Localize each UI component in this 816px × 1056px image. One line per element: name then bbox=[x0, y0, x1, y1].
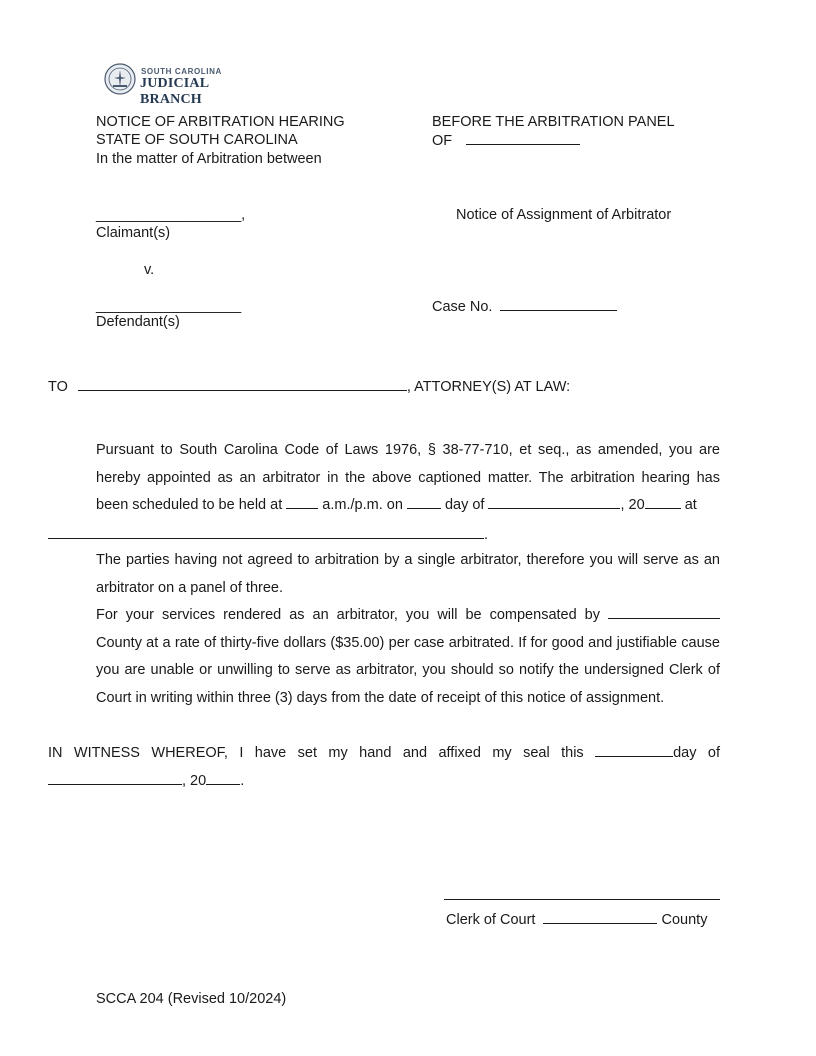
compensation-paragraph bbox=[48, 602, 720, 712]
year-prefix-text: , 20 bbox=[620, 497, 645, 513]
witness-year-field[interactable] bbox=[206, 771, 240, 785]
hearing-location-field[interactable] bbox=[48, 525, 484, 539]
hearing-day-field[interactable] bbox=[407, 495, 441, 509]
panel-of-line bbox=[432, 131, 580, 150]
matter-line: In the matter of Arbitration between bbox=[96, 151, 322, 167]
claimant-label: Claimant(s) bbox=[96, 225, 171, 241]
notice-type-title: Notice of Assignment of Arbitrator bbox=[456, 207, 672, 223]
witness-period: . bbox=[240, 772, 245, 789]
defendant-line[interactable]: __________________ bbox=[96, 298, 242, 314]
attorney-name-field[interactable] bbox=[78, 377, 407, 391]
hearing-location-row: . bbox=[48, 525, 488, 544]
at-text: at bbox=[684, 497, 697, 513]
panel-county-field[interactable] bbox=[466, 131, 580, 145]
witness-text: IN WITNESS WHEREOF, I have set my hand and affixed my seal this bbox=[48, 745, 584, 761]
judicial-branch-logo bbox=[104, 63, 264, 107]
panel-paragraph bbox=[48, 547, 720, 602]
appointment-paragraph bbox=[48, 437, 720, 520]
compensation-county-field[interactable] bbox=[608, 605, 720, 619]
hearing-year-field[interactable] bbox=[645, 495, 681, 509]
hearing-time-field[interactable] bbox=[286, 495, 318, 509]
witness-month-field[interactable] bbox=[48, 771, 182, 785]
ampm-text: a.m./p.m. on bbox=[322, 497, 403, 513]
logo-text-state: SOUTH CAROLINA bbox=[141, 67, 222, 76]
panel-text: The parties having not agreed to arbitration by a single arbitrator, therefore you will serve as an arbitrator on a panel of three. bbox=[96, 552, 720, 596]
case-no-label: Case No. bbox=[432, 299, 493, 315]
state-line: STATE OF SOUTH CAROLINA bbox=[96, 132, 298, 148]
appointment-text: Pursuant to South Carolina Code of Laws 1976, § 38-77-710, et seq., as amended, you are hereby appointed as an arbitrator in the above captioned matter. The arbitration hearing has been scheduled to be held at bbox=[96, 442, 720, 513]
day-of-text: day of bbox=[444, 497, 485, 513]
panel-title: BEFORE THE ARBITRATION PANEL bbox=[432, 114, 675, 130]
form-title: NOTICE OF ARBITRATION HEARING bbox=[96, 114, 345, 130]
county-label: County bbox=[661, 912, 708, 928]
clerk-signature-label bbox=[446, 910, 707, 929]
compensation-text-a: For your services rendered as an arbitrator, you will be compensated by bbox=[96, 607, 600, 623]
defendant-label: Defendant(s) bbox=[96, 314, 180, 330]
witness-day-of-text: day of bbox=[673, 745, 721, 761]
panel-of-label: OF bbox=[432, 133, 453, 149]
compensation-text-b: County at a rate of thirty-five dollars ($35.00) per case arbitrated. If for good and justifiable cause you are unable or unwilling to serve as arbitrator, you should so notify the undersigned Clerk of Court in writing within three (3) days from the date of receipt of this notice of assignment. bbox=[96, 634, 720, 706]
clerk-signature-line[interactable] bbox=[444, 899, 720, 900]
witness-paragraph bbox=[48, 740, 720, 795]
case-number-row bbox=[432, 297, 617, 316]
logo-text-branch: JUDICIAL BRANCH bbox=[140, 76, 209, 107]
versus-label: v. bbox=[144, 262, 155, 278]
case-number-field[interactable] bbox=[500, 297, 617, 311]
state-seal-icon bbox=[104, 63, 136, 95]
claimant-line[interactable]: __________________, bbox=[96, 207, 246, 223]
attorney-suffix: , ATTORNEY(S) AT LAW: bbox=[406, 379, 571, 395]
witness-day-field[interactable] bbox=[595, 743, 673, 757]
hearing-month-field[interactable] bbox=[488, 495, 620, 509]
form-number: SCCA 204 (Revised 10/2024) bbox=[96, 991, 287, 1007]
to-label: TO bbox=[48, 379, 68, 395]
clerk-county-field[interactable] bbox=[543, 910, 657, 924]
clerk-of-court-label: Clerk of Court bbox=[446, 912, 536, 928]
witness-year-prefix: , 20 bbox=[182, 772, 207, 789]
to-line bbox=[48, 377, 570, 396]
